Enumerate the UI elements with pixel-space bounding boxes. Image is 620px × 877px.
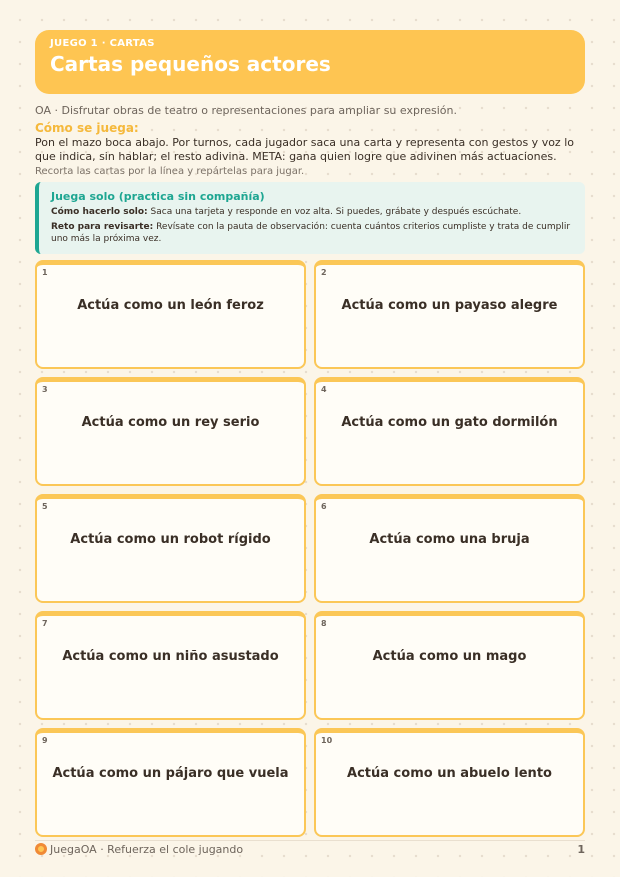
- card-9: [35, 728, 306, 837]
- card-number: 10: [321, 736, 333, 745]
- cut-note: Recorta las cartas por la línea y repártelas para jugar.: [35, 166, 305, 177]
- page-header: [35, 30, 585, 94]
- card-number: 2: [321, 268, 327, 277]
- footer-divider: [35, 840, 585, 841]
- card-text: Actúa como un robot rígido: [70, 532, 271, 547]
- card-text: Actúa como un león feroz: [77, 298, 264, 313]
- footer-brand: JuegaOA · Refuerza el cole jugando: [50, 843, 244, 856]
- card-2: [314, 260, 585, 369]
- card-number: 8: [321, 619, 327, 628]
- card-8: [314, 611, 585, 720]
- card-number: 6: [321, 502, 327, 511]
- solo-title: Juega solo (practica sin compañía): [51, 190, 265, 203]
- card-7: [35, 611, 306, 720]
- game-kicker: JUEGO 1 · CARTAS: [50, 38, 155, 49]
- page-number: 1: [577, 843, 585, 856]
- card-number: 7: [42, 619, 48, 628]
- card-text: Actúa como un niño asustado: [62, 649, 279, 664]
- solo-how-label: Cómo hacerlo solo:: [51, 207, 148, 217]
- howto-text: Pon el mazo boca abajo. Por turnos, cada jugador saca una carta y representa con gestos y voz lo que indica, sin hablar; el resto adivina. META: gana quien logre que adivinen más actuaciones.: [35, 136, 574, 163]
- card-10: [314, 728, 585, 837]
- card-3: [35, 377, 306, 486]
- target-logo-icon: [35, 843, 47, 855]
- card-text: Actúa como una bruja: [369, 532, 530, 547]
- card-text: Actúa como un payaso alegre: [341, 298, 558, 313]
- solo-review-label: Reto para revisarte:: [51, 222, 154, 232]
- card-number: 3: [42, 385, 48, 394]
- howto-title: Cómo se juega:: [35, 121, 139, 135]
- solo-review-text: Revísate con la pauta de observación: cuenta cuántos criterios cumpliste y trata de cumplir uno más la próxima vez.: [51, 222, 571, 244]
- card-number: 4: [321, 385, 327, 394]
- solo-review-row: [51, 221, 573, 245]
- card-number: 9: [42, 736, 48, 745]
- card-text: Actúa como un pájaro que vuela: [52, 766, 289, 781]
- card-6: [314, 494, 585, 603]
- card-text: Actúa como un gato dormilón: [341, 415, 558, 430]
- page-title: Cartas pequeños actores: [50, 52, 331, 76]
- solo-how-row: [51, 206, 573, 218]
- solo-how-text: Saca una tarjeta y responde en voz alta. Si puedes, grábate y después escúchate.: [150, 207, 522, 217]
- learning-objective: OA · Disfrutar obras de teatro o representaciones para ampliar su expresión.: [35, 104, 457, 117]
- card-number: 1: [42, 268, 48, 277]
- card-text: Actúa como un rey serio: [81, 415, 260, 430]
- card-5: [35, 494, 306, 603]
- card-text: Actúa como un abuelo lento: [347, 766, 552, 781]
- solo-play-box: [35, 182, 585, 254]
- card-4: [314, 377, 585, 486]
- card-1: [35, 260, 306, 369]
- card-number: 5: [42, 502, 48, 511]
- card-text: Actúa como un mago: [372, 649, 527, 664]
